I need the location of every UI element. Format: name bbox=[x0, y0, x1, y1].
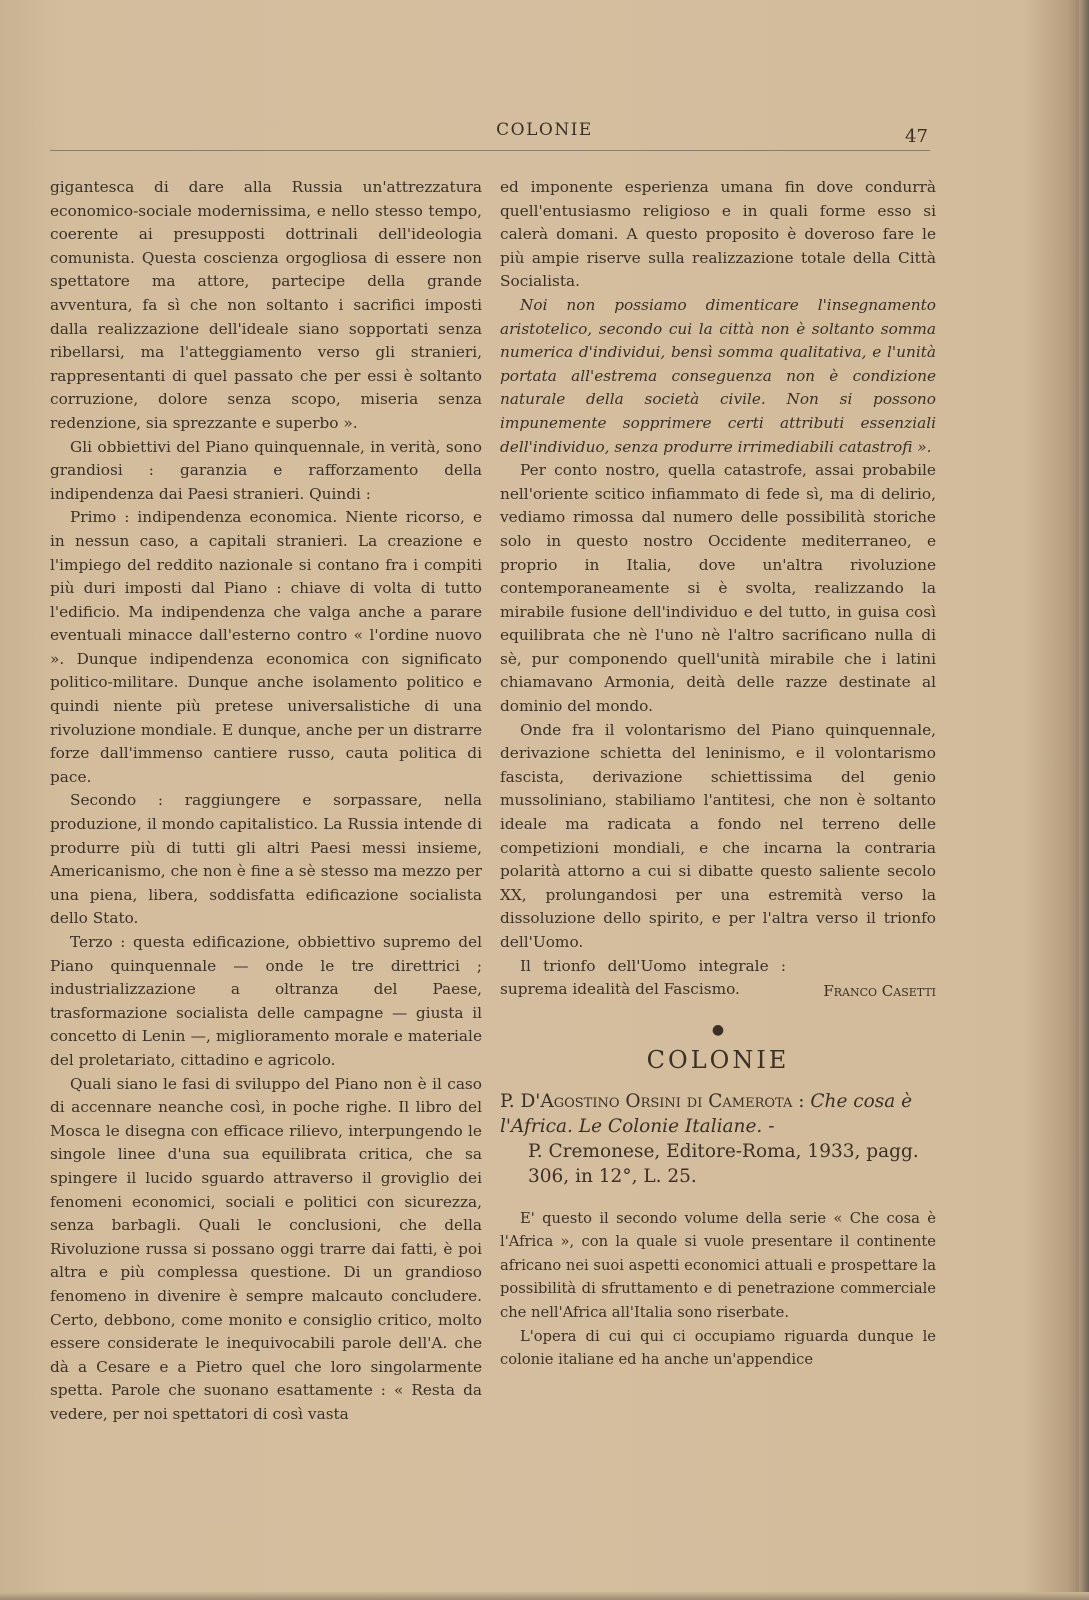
section-separator: ● bbox=[711, 1022, 725, 1039]
paragraph: Gli obbiettivi del Piano quinquennale, in verità, sono grandiosi : garanzia e rafforzamento della indipendenza dai Paesi stranieri. Quindi : bbox=[50, 437, 482, 503]
paragraph: Onde fra il volontarismo del Piano quinquennale, derivazione schietta del leninismo, e il volontarismo fascista, derivazione schiettissima del genio mussoliniano, stabiliamo l'antitesi, che non è soltanto ideale ma radicata a fondo nel terreno delle competizioni mondiali, e che incarna la contraria polarità attorno a cui si dibatte questo saliente secolo XX, prolungandosi per una estremità verso la dissoluzione dello spirito, e per l'altra verso il trionfo dell'Uomo. bbox=[500, 720, 936, 951]
paragraph: L'opera di cui qui ci occupiamo riguarda dunque le colonie italiane ed ha anche un'appendice bbox=[500, 1327, 936, 1369]
left-column bbox=[50, 176, 482, 1426]
page-edge-shadow bbox=[1079, 0, 1089, 1600]
review-book-title: Che cosa è l'Africa. Le Colonie Italiane. bbox=[500, 1090, 913, 1137]
header-rule bbox=[50, 150, 930, 151]
review-publisher: P. Cremonese, Editore-Roma, 1933, pagg. bbox=[528, 1140, 919, 1162]
paragraph: ed imponente esperienza umana fin dove condurrà quell'entusiasmo religioso e in quali forme esso si calerà domani. A questo proposito è doveroso fare le più ampie riserve sulla realizzazione totale della Città Socialista. bbox=[500, 178, 936, 291]
page-number: 47 bbox=[905, 126, 928, 147]
review-author: P. D'Agostino Orsini di Camerota : bbox=[500, 1090, 805, 1112]
paragraph: Terzo : questa edificazione, obbiettivo supremo del Piano quinquennale — onde le tre direttrici ; industrializzazione a oltranza del Paese, trasformazione socialista delle campagne — giusta il concetto di Lenin —, miglioramento morale e materiale del proletariato, cittadino e agricolo. bbox=[50, 933, 482, 1069]
review-dash: - bbox=[768, 1115, 775, 1137]
page-bottom-edge bbox=[0, 1592, 1089, 1600]
quoted-paragraph: Noi non possiamo dimenticare l'insegnamento aristotelico, secondo cui la città non è soltanto somma numerica d'individui, bensì somma qualitativa, e l'unità portata all'estrema conseguenza non è condizione naturale della società civile. Non si possono impunemente sopprimere certi attributi essenziali dell'individuo, senza produrre irrimediabili catastrofi ». bbox=[500, 295, 936, 456]
paragraph: Il trionfo dell'Uomo integrale : suprema idealità del Fascismo. bbox=[500, 956, 786, 999]
paragraph: E' questo il secondo volume della serie « Che cosa è l'Africa », con la quale si vuole presentare il continente africano nei suoi aspetti economici attuali e prospettare la possibilità di sfruttamento e di penetrazione commerciale che nell'Africa all'Italia sono riserbate. bbox=[500, 1209, 936, 1321]
review-body bbox=[500, 1207, 936, 1372]
section-title: COLONIE bbox=[646, 1045, 790, 1074]
author-signature: Franco Casetti bbox=[823, 981, 936, 1000]
paragraph: Quali siano le fasi di sviluppo del Piano non è il caso di accennare neanche così, in poche righe. Il libro del Mosca le disegna con efficace rilievo, interpungendo le singole linee d'una sua equilibrata critica, che sa spingere il lucido sguardo attraverso il groviglio dei fenomeni economici, sociali e politici con sicurezza, senza barbagli. Quali le conclusioni, che della Rivoluzione russa si possano oggi trarre dai fatti, è poi altra e più complessa questione. Di un grandioso fenomeno in divenire è sempre malcauto concludere. Certo, debbono, come monito e consiglio critico, molto essere considerate le inequivocabili parole dell'A. che dà a Cesare e a Pietro quel che loro singolarmente spetta. Parole che suonano esattamente : « Resta da vedere, per noi spettatori di così vasta bbox=[50, 1074, 482, 1423]
review-citation bbox=[500, 1089, 936, 1189]
paragraph: Secondo : raggiungere e sorpassare, nella produzione, il mondo capitalistico. La Russia intende di produrre più di tutti gli altri Paesi messi insieme, Americanismo, che non è fine a sè stesso ma mezzo per una piena, libera, soddisfatta edificazione socialista dello Stato. bbox=[50, 791, 482, 928]
paragraph: Primo : indipendenza economica. Niente ricorso, e in nessun caso, a capitali stranieri. La creazione e l'impiego del reddito nazionale si contano fra i compiti più duri imposti dal Piano : chiave di volta di tutto l'edificio. Ma indipendenza che valga anche a parare eventuali minacce dall'esterno contro « l'ordine nuovo ». Dunque indipendenza economica con significato politico-militare. Dunque anche isolamento politico e quindi niente più pretese universalistiche di una rivoluzione mondiale. E dunque, anche per un distrarre forze dall'immenso cantiere russo, cauta politica di pace. bbox=[50, 508, 482, 786]
paragraph: Per conto nostro, quella catastrofe, assai probabile nell'oriente scitico infiammato di fede sì, ma di delirio, vediamo rimossa dal numero delle possibilità storiche solo in questo nostro Occidente mediterraneo, e proprio in Italia, dove un'altra rivoluzione contemporaneamente si è svolta, realizzando la mirabile fusione dell'individuo e del tutto, in guisa così equilibrata che nè l'uno nè l'altro sacrificano nulla di sè, pur componendo quell'unità mirabile che i latini chiamavano Armonia, deità delle razze destinate al dominio del mondo. bbox=[500, 461, 936, 716]
review-pages-price: 306, in 12°, L. 25. bbox=[528, 1165, 697, 1187]
paragraph: gigantesca di dare alla Russia un'attrezzatura economico-sociale modernissima, e nello stesso tempo, coerente ai presupposti dottrinali dell'ideologia comunista. Questa coscienza orgogliosa di essere non spettatore ma attore, partecipe della grande avventura, fa sì che non soltanto i sacrifici imposti dalla realizzazione dell'ideale siano sopportati senza ribellarsi, ma l'atteggiamento verso gli stranieri, rappresentanti di quel passato che per essi è soltanto corruzione, dolore senza scopo, miseria senza redenzione, sia sprezzante e superbo ». bbox=[50, 178, 482, 432]
running-title: COLONIE bbox=[496, 120, 593, 140]
right-column bbox=[500, 176, 936, 1372]
